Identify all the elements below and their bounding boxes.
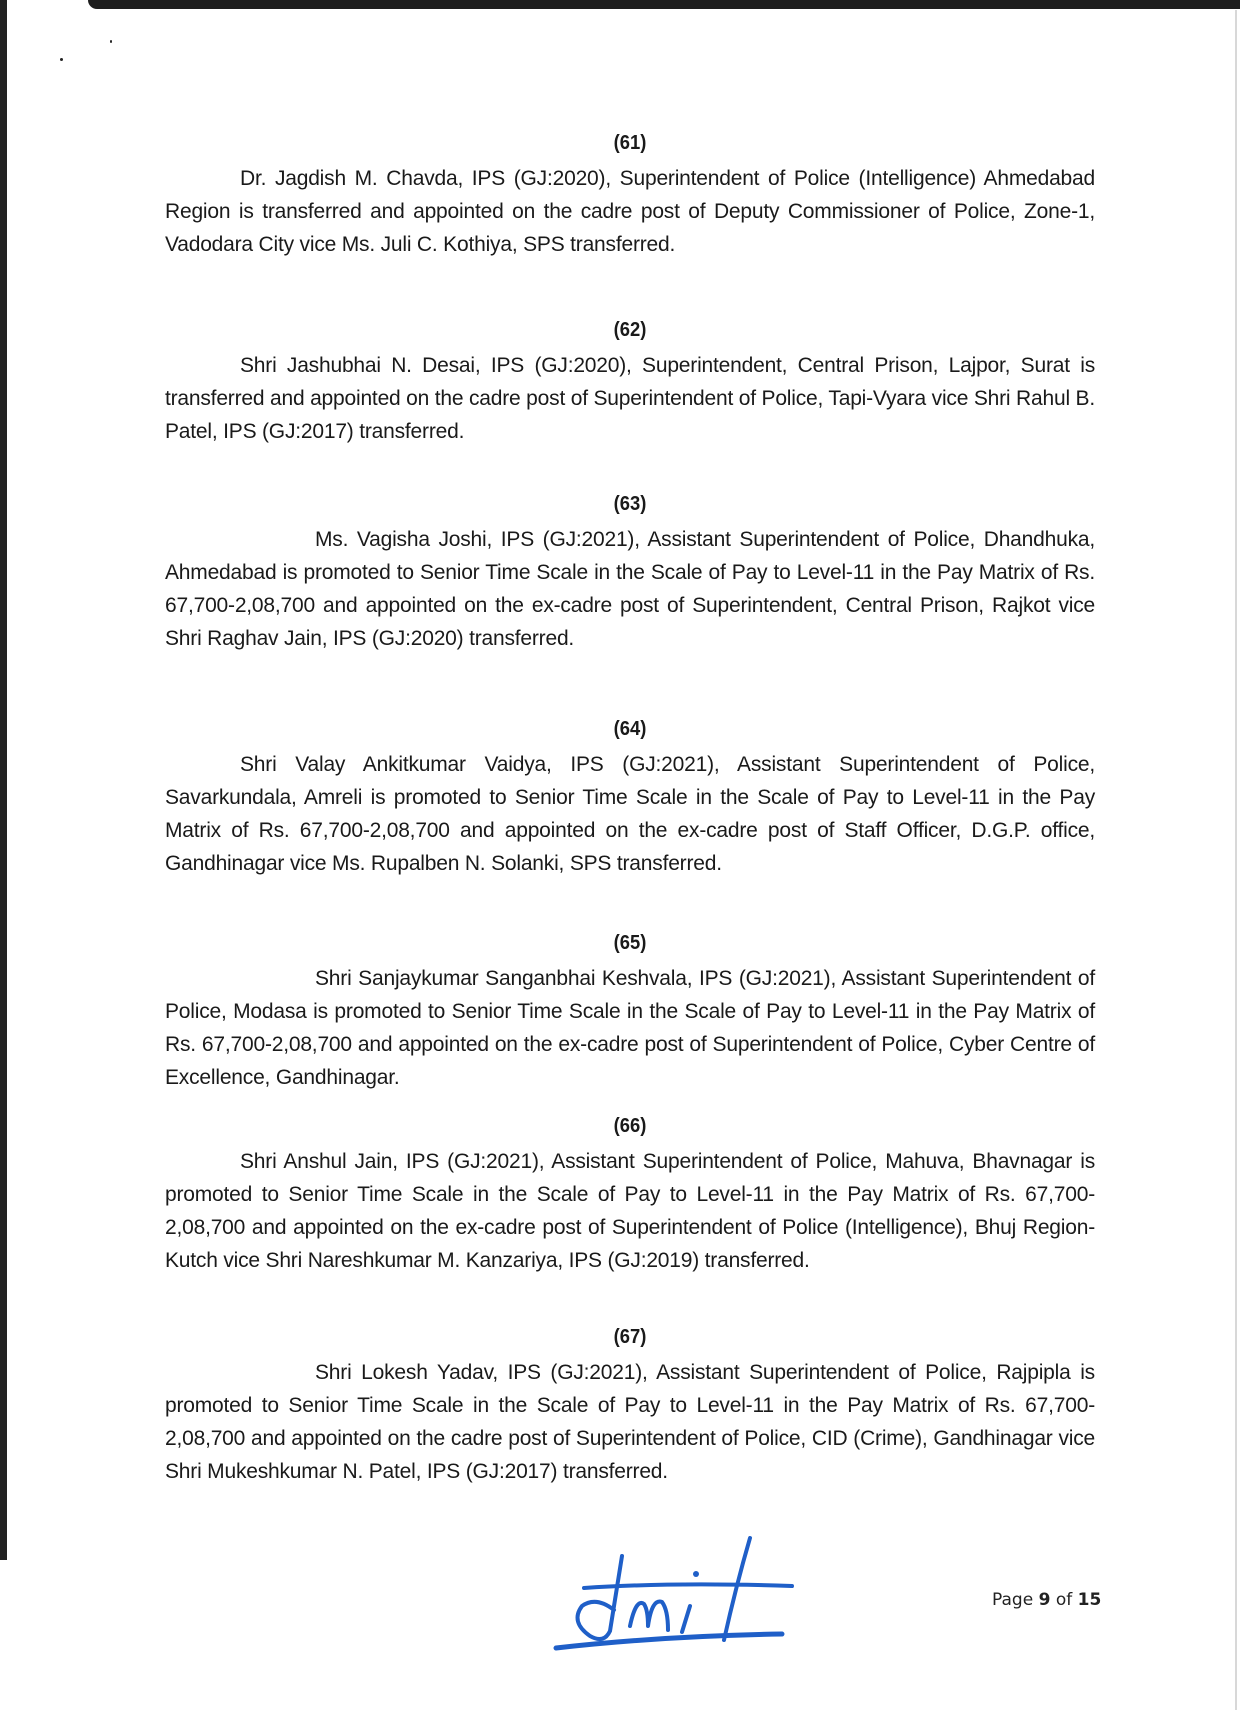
page-total: 15: [1077, 1590, 1102, 1610]
scan-edge-right: [1235, 10, 1237, 1710]
item-number: (63): [613, 493, 647, 515]
item-number: (65): [613, 932, 647, 954]
scan-speck: [110, 40, 112, 43]
item-number: (67): [613, 1326, 647, 1348]
order-item-66: [165, 1114, 1095, 1277]
order-item-63: [165, 492, 1095, 655]
order-item-61: [165, 131, 1095, 261]
item-text: Shri Lokesh Yadav, IPS (GJ:2021), Assistant Superintendent of Police, Rajpipla is promoted to Senior Time Scale in the Scale of Pay to Level-11 in the Pay Matrix of Rs. 67,700-2,08,700 and appointed on the cadre post of Superintendent of Police, CID (Crime), Gandhinagar vice Shri Mukeshkumar N. Patel, IPS (GJ:2017) transferred.: [165, 1361, 1095, 1483]
item-number: (64): [613, 718, 647, 740]
item-text: Dr. Jagdish M. Chavda, IPS (GJ:2020), Superintendent of Police (Intelligence) Ahmedabad Region is transferred and appointed on the cadre post of Deputy Commissioner of Police, Zone-1, Vadodara City vice Ms. Juli C. Kothiya, SPS transferred.: [165, 167, 1095, 256]
scan-edge-top: [88, 0, 1240, 9]
item-text: Shri Sanjaykumar Sanganbhai Keshvala, IPS (GJ:2021), Assistant Superintendent of Police, Modasa is promoted to Senior Time Scale in the Scale of Pay to Level-11 in the Pay Matrix of Rs. 67,700-2,08,700 and appointed on the ex-cadre post of Superintendent of Police, Cyber Centre of Excellence, Gandhinagar.: [165, 967, 1095, 1089]
order-item-65: [165, 931, 1095, 1094]
item-number: (66): [613, 1115, 647, 1137]
item-text: Shri Jashubhai N. Desai, IPS (GJ:2020), Superintendent, Central Prison, Lajpor, Surat is transferred and appointed on the cadre post of Superintendent of Police, Tapi-Vyara vice Shri Rahul B. Patel, IPS (GJ:2017) transferred.: [165, 354, 1095, 443]
item-text: Ms. Vagisha Joshi, IPS (GJ:2021), Assistant Superintendent of Police, Dhandhuka, Ahmedabad is promoted to Senior Time Scale in the Scale of Pay to Level-11 in the Pay Matrix of Rs. 67,700-2,08,700 and appointed on the ex-cadre post of Superintendent, Central Prison, Rajkot vice Shri Raghav Jain, IPS (GJ:2020) transferred.: [165, 528, 1095, 650]
scan-speck: [60, 58, 63, 61]
order-item-62: [165, 318, 1095, 448]
order-item-64: [165, 717, 1095, 880]
item-text: Shri Anshul Jain, IPS (GJ:2021), Assistant Superintendent of Police, Mahuva, Bhavnagar is promoted to Senior Time Scale in the Scale of Pay to Level-11 in the Pay Matrix of Rs. 67,700-2,08,700 and appointed on the ex-cadre post of Superintendent of Police (Intelligence), Bhuj Region-Kutch vice Shri Nareshkumar M. Kanzariya, IPS (GJ:2019) transferred.: [165, 1150, 1095, 1272]
page-current: 9: [1038, 1590, 1051, 1610]
page-label: Page: [992, 1590, 1034, 1610]
item-text: Shri Valay Ankitkumar Vaidya, IPS (GJ:2021), Assistant Superintendent of Police, Savarkundala, Amreli is promoted to Senior Time Scale in the Scale of Pay to Level-11 in the Pay Matrix of Rs. 67,700-2,08,700 and appointed on the ex-cadre post of Staff Officer, D.G.P. office, Gandhinagar vice Ms. Rupalben N. Solanki, SPS transferred.: [165, 753, 1095, 875]
of-label: of: [1055, 1590, 1073, 1610]
item-number: (61): [613, 132, 647, 154]
item-number: (62): [613, 319, 647, 341]
order-item-67: [165, 1325, 1095, 1488]
page-number: [992, 1590, 1101, 1610]
handwritten-signature-icon: [552, 1536, 802, 1661]
scan-edge-left: [0, 0, 7, 1560]
